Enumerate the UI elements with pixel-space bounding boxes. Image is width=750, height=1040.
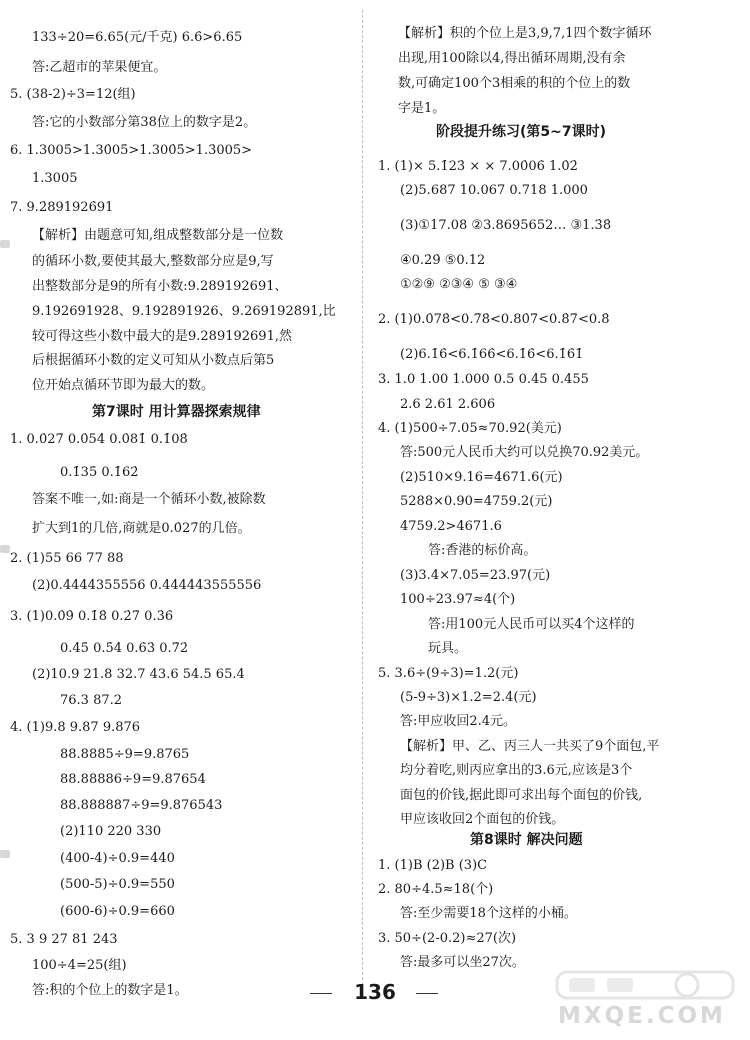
binding-mark [0,545,10,553]
text-line: 答:500元人民币大约可以兑换70.92美元。 [400,445,649,460]
analysis-line: 后根据循环小数的定义可知从小数点后第5 [32,353,275,368]
text-line: 答:乙超市的苹果便宜。 [32,60,167,75]
text-line: 3. 1.0 1.00 1.000 0.5 0.45 0.455 [378,372,589,387]
text-line: 1. (1)× 5.1̇23̇ × × 7.00̇06̇ 1.0̇2̇ [378,159,578,174]
text-line: 1. (1)B (2)B (3)C [378,858,488,873]
text-line: 7. 9.2̇891926̇91 [10,200,114,215]
analysis-line: 出现,用100除以4,得出循环周期,没有余 [398,51,626,66]
text-line: (5-9÷3)×1.2=2.4(元) [400,690,537,705]
text-line: 扩大到1的几倍,商就是0.0̇27̇的几倍。 [32,521,251,536]
text-line: 答:香港的标价高。 [428,543,537,558]
analysis-line: 出整数部分是9的所有小数:9.289192691、 [32,279,288,294]
section-heading: 第7课时 用计算器探索规律 [92,404,261,420]
text-line: 6. 1.3005̇>1.30̇05̇>1.300̇5̇>1.3̇005̇> [10,143,253,158]
analysis-line: 较可得这些小数中最大的是9.289192691,然 [32,329,292,344]
text-line: (2)6.1̇6̇<6.1̇66̇<6.1̇6̇<6.1̇6̇1̇ [400,347,584,362]
text-line: 133÷20=6.65(元/千克) 6.6̇>6.65 [32,30,243,45]
text-line: 88.888887÷9=9.876543 [60,798,223,813]
watermark-logo [555,968,735,1002]
section-heading: 阶段提升练习(第5~7课时) [436,124,607,140]
text-line: ①②⑨ ②③④ ⑤ ③④ [400,277,518,292]
text-line: (600-6)÷0.9=660 [60,904,175,919]
binding-mark [0,850,10,858]
text-line: 4759.2>4671.6 [400,519,502,534]
text-line: 4. (1)9.8 9.87 9.876 [10,720,141,735]
text-line: 100÷4=25(组) [32,958,127,973]
text-line: 88.88886÷9=9.87654 [60,772,206,787]
text-line: 2. 80÷4.5≈18(个) [378,882,494,897]
text-line: 答:甲应收回2.4元。 [400,714,517,729]
text-line: 5288×0.90=4759.2(元) [400,494,553,509]
analysis-line: 数,可确定100个3相乘的积的个位上的数 [398,76,631,91]
page-number-rule [416,993,438,994]
text-line: (2)10.9 21.8 32.7 43.6 54.5 65.4 [32,667,245,682]
analysis-line: 面包的价钱,据此即可求出每个面包的价钱, [400,788,643,803]
text-line: 答:至少需要18个这样的小桶。 [400,906,577,921]
text-line: 5. 3.6÷(9÷3)=1.2(元) [378,666,519,681]
text-line: 答:积的个位上的数字是1。 [32,983,188,998]
text-line: 0.4̇5̇ 0.5̇4̇ 0.6̇3̇ 0.7̇2̇ [60,641,189,656]
text-line: 1.3005 [32,171,78,186]
text-line: 玩具。 [428,641,468,656]
text-line: 3. 50÷(2-0.2)≈27(次) [378,931,517,946]
analysis-line: 甲应该收回2个面包的价钱。 [400,812,565,827]
text-line: (2)510×9.16=4671.6(元) [400,470,563,485]
text-line: 76.3 87.2 [60,693,123,708]
text-line: (2)0.4444355556 0.444443555556 [32,578,262,593]
text-line: (3)3.4×7.05=23.97(元) [400,568,551,583]
watermark-text: MXQE.COM [558,1003,726,1029]
text-line: 100÷23.97≈4(个) [400,592,516,607]
section-heading: 第8课时 解决问题 [470,832,583,848]
page-number: 136 [354,980,396,1004]
text-line: 2. (1)0.0̇78̇<0.7̇8̇<0.80̇7̇<0.8̇7̇<0.8̇ [378,312,610,327]
text-line: 3. (1)0.0̇9̇ 0.1̇8̇ 0.2̇7̇ 0.3̇6̇ [10,609,174,624]
column-divider [362,10,363,990]
analysis-line: 位开始点循环节即为最大的数。 [32,378,215,393]
page-number-rule [310,993,332,994]
text-line: 答:最多可以坐27次。 [400,955,525,970]
text-line: 0.1̇35̇ 0.1̇62̇ [60,465,139,480]
text-line: (500-5)÷0.9=550 [60,877,175,892]
text-line: 2. (1)55 66 77 88 [10,551,124,566]
text-line: 1. 0.0̇27̇ 0.0̇54̇ 0.0̇81̇ 0.1̇08̇ [10,432,188,447]
text-line: 2.6 2.61 2.606 [400,397,496,412]
analysis-line: 【解析】积的个位上是3,9,7,1四个数字循环 [398,26,652,41]
text-line: 答案不唯一,如:商是一个循环小数,被除数 [32,492,266,507]
binding-mark [0,240,10,248]
analysis-line: 的循环小数,要使其最大,整数部分应是9,写 [32,254,274,269]
text-line: (2)110 220 330 [60,824,162,839]
analysis-line: 【解析】由题意可知,组成整数部分是一位数 [32,228,284,243]
text-line: 4. (1)500÷7.05≈70.92(美元) [378,421,562,436]
text-line: (400-4)÷0.9=440 [60,851,175,866]
analysis-line: 9.192691928、9.192891926、9.269192891,比 [32,304,336,319]
text-line: 5. 3 9 27 81 243 [10,932,118,947]
text-line: 答:它的小数部分第38位上的数字是2。 [32,115,257,130]
analysis-line: 字是1。 [398,101,446,116]
text-line: (2)5.687 10.067 0.718 1.000 [400,183,588,198]
text-line: 88.8885÷9=9.8765 [60,747,190,762]
text-line: 5. (38-2)÷3=12(组) [10,87,136,102]
text-line: ④0.2̇9̇ ⑤0.12 [400,253,486,268]
text-line: (3)①17.08 ②3.8695652… ③1.3̇8̇ [400,218,612,233]
analysis-line: 均分着吃,则丙应拿出的3.6元,应该是3个 [400,763,633,778]
text-line: 答:用100元人民币可以买4个这样的 [428,617,635,632]
analysis-line: 【解析】甲、乙、丙三人一共买了9个面包,平 [400,739,660,754]
